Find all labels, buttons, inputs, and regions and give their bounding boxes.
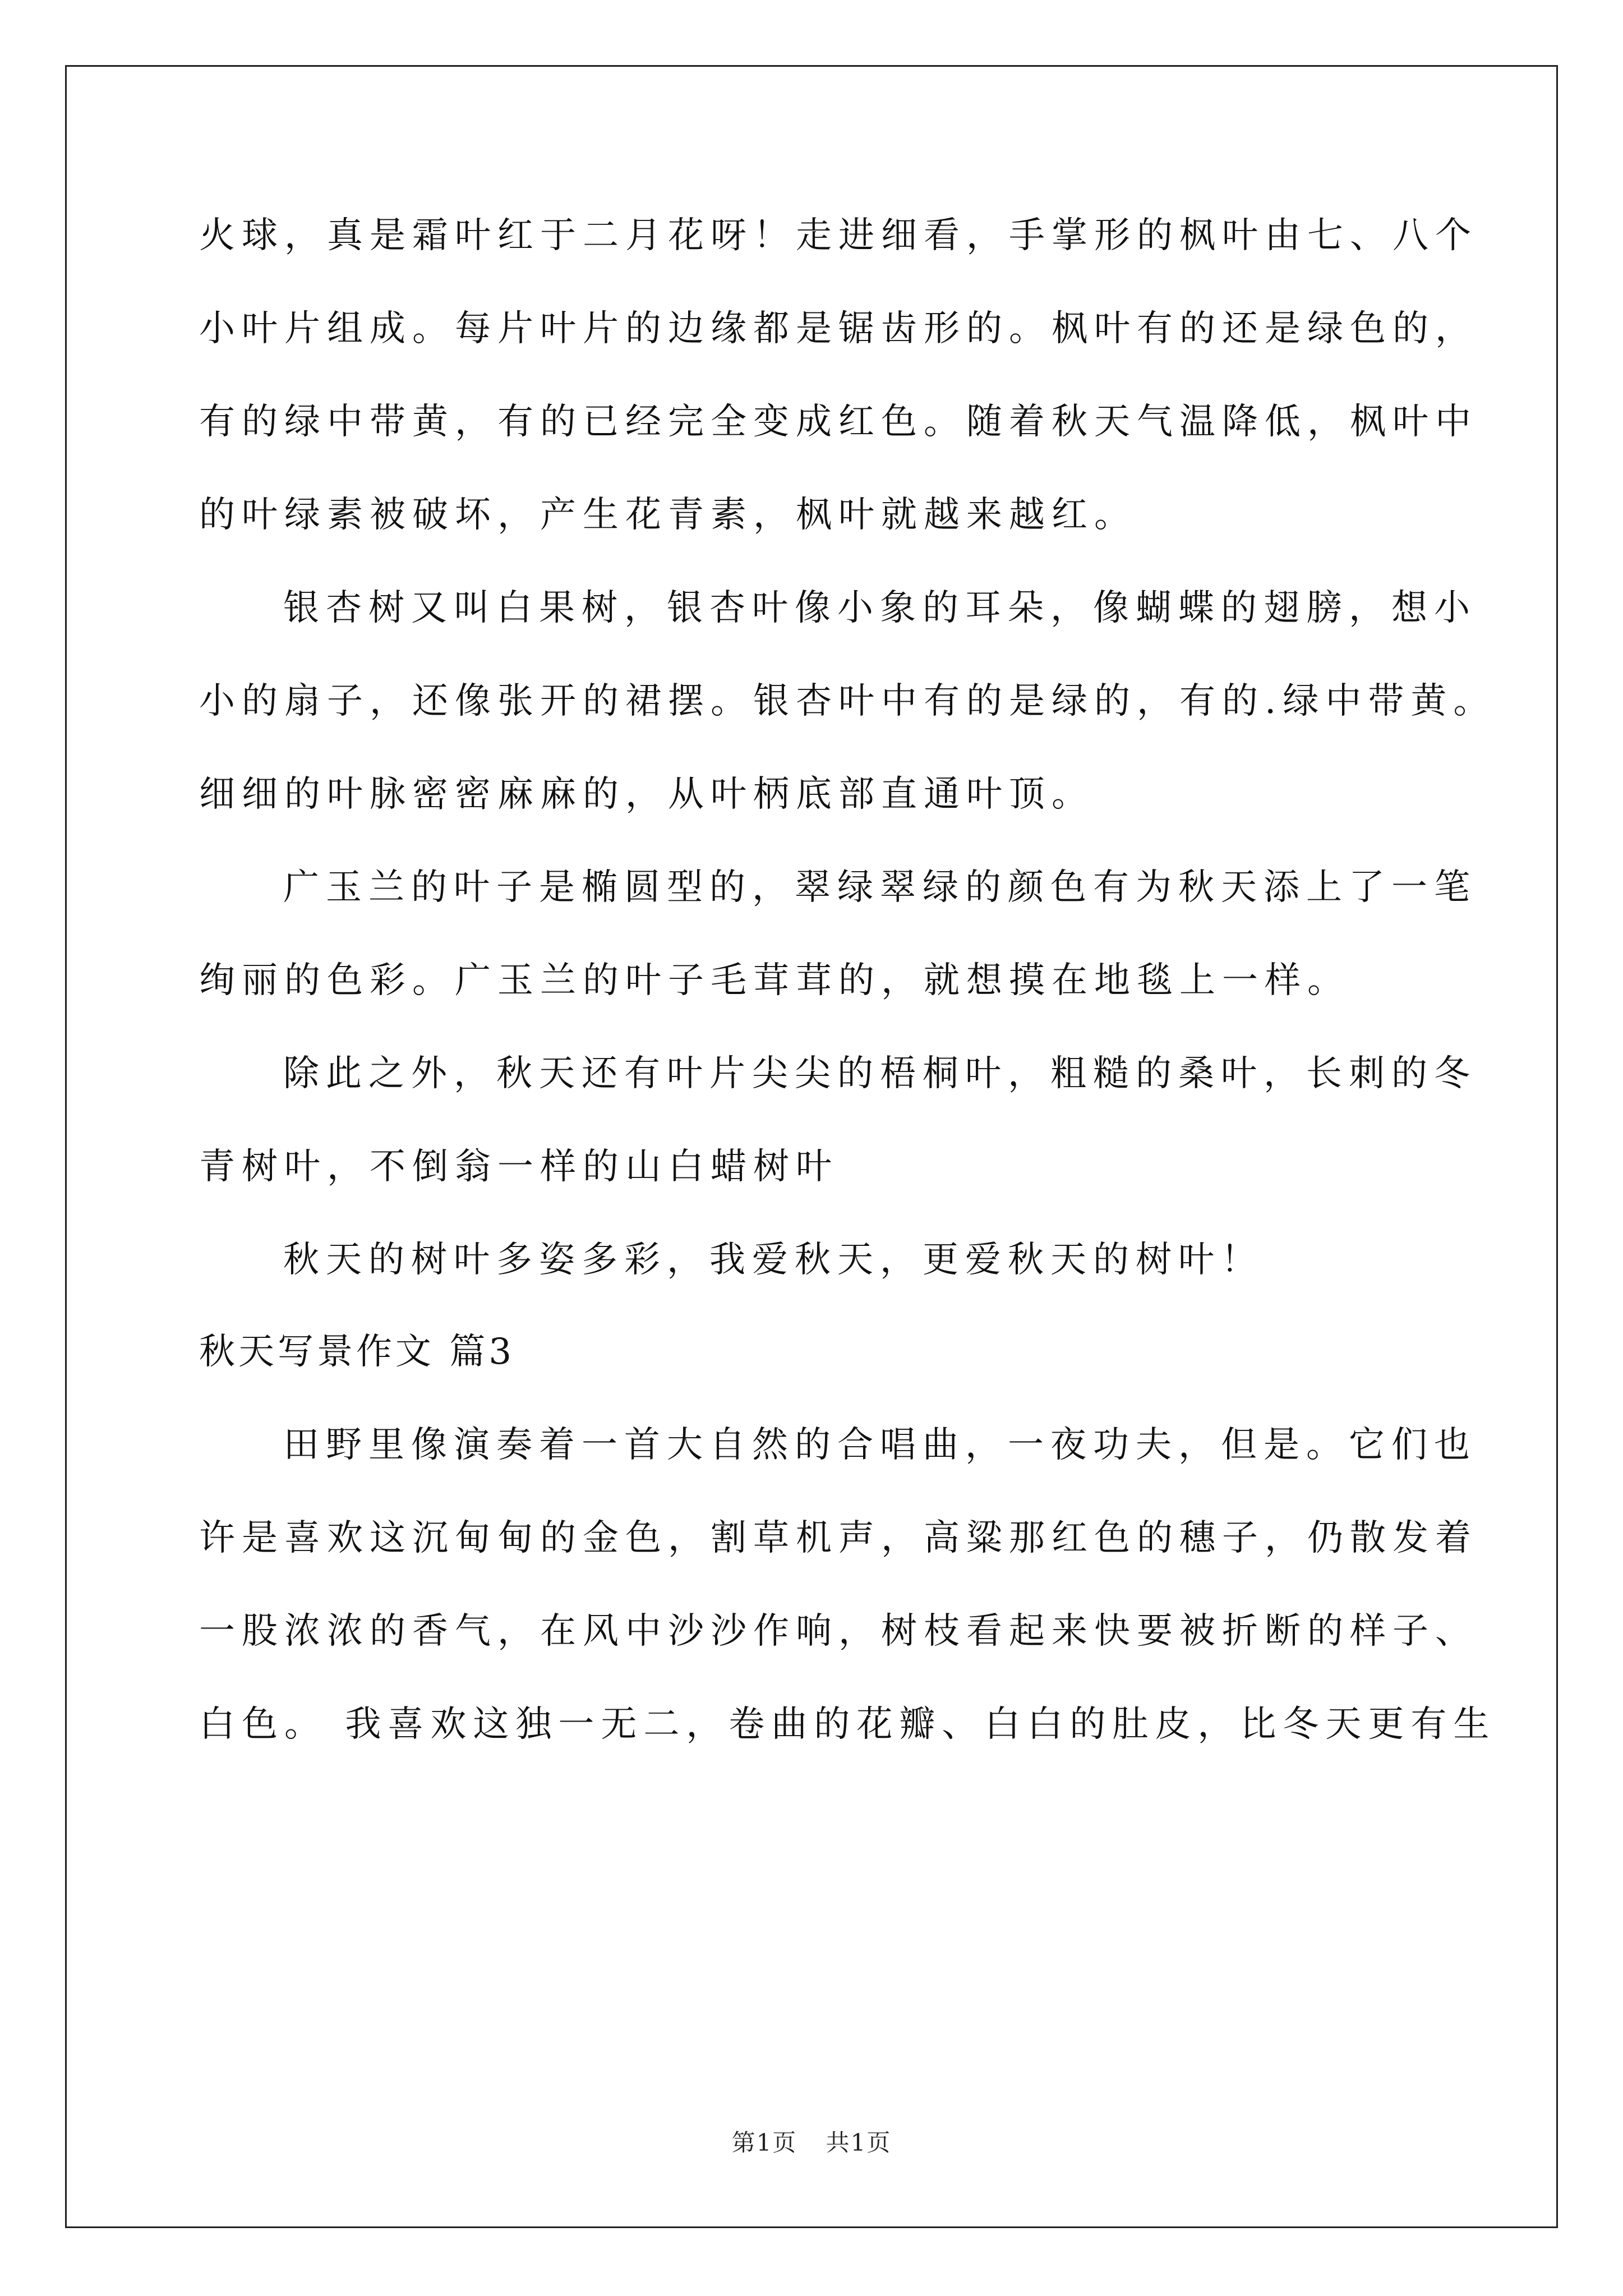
text-line: 小的扇子，还像张开的裙摆。银杏叶中有的是绿的，有的.绿中带黄。 xyxy=(199,680,1496,722)
text-line: 秋天的树叶多姿多彩，我爱秋天，更爱秋天的树叶！ xyxy=(283,1239,1264,1281)
text-line: 银杏树又叫白果树，银杏叶像小象的耳朵，像蝴蝶的翅膀，想小 xyxy=(283,587,1477,629)
text-line: 火球，真是霜叶红于二月花呀！走进细看，手掌形的枫叶由七、八个 xyxy=(199,215,1478,256)
page-number: 第1页 xyxy=(731,2129,797,2156)
section-heading: 秋天写景作文 篇3 xyxy=(199,1331,515,1373)
text-line: 细细的叶脉密密麻麻的，从叶柄底部直通叶顶。 xyxy=(199,774,1094,815)
text-line: 的叶绿素被破坏，产生花青素，枫叶就越来越红。 xyxy=(199,494,1137,536)
page-footer xyxy=(0,2129,1623,2157)
text-line: 小叶片组成。每片叶片的边缘都是锯齿形的。枫叶有的还是绿色的， xyxy=(199,308,1478,349)
page-total: 共1页 xyxy=(826,2129,892,2156)
text-line: 田野里像演奏着一首大自然的合唱曲，一夜功夫，但是。它们也 xyxy=(283,1424,1477,1466)
text-line: 一股浓浓的香气，在风中沙沙作响，树枝看起来快要被折断的样子、 xyxy=(199,1611,1478,1652)
text-line: 白色。 我喜欢这独一无二，卷曲的花瓣、白白的肚皮，比冬天更有生 xyxy=(199,1704,1496,1745)
text-line: 青树叶，不倒翁一样的山白蜡树叶 xyxy=(199,1146,838,1188)
text-line: 除此之外，秋天还有叶片尖尖的梧桐叶，粗糙的桑叶，长刺的冬 xyxy=(283,1053,1477,1094)
text-line: 广玉兰的叶子是椭圆型的，翠绿翠绿的颜色有为秋天添上了一笔 xyxy=(283,867,1477,908)
text-line: 绚丽的色彩。广玉兰的叶子毛茸茸的，就想摸在地毯上一样。 xyxy=(199,960,1350,1001)
text-line: 有的绿中带黄，有的已经完全变成红色。随着秋天气温降低，枫叶中 xyxy=(199,401,1478,443)
text-line: 许是喜欢这沉甸甸的金色，割草机声，高粱那红色的穗子，仍散发着 xyxy=(199,1517,1478,1559)
